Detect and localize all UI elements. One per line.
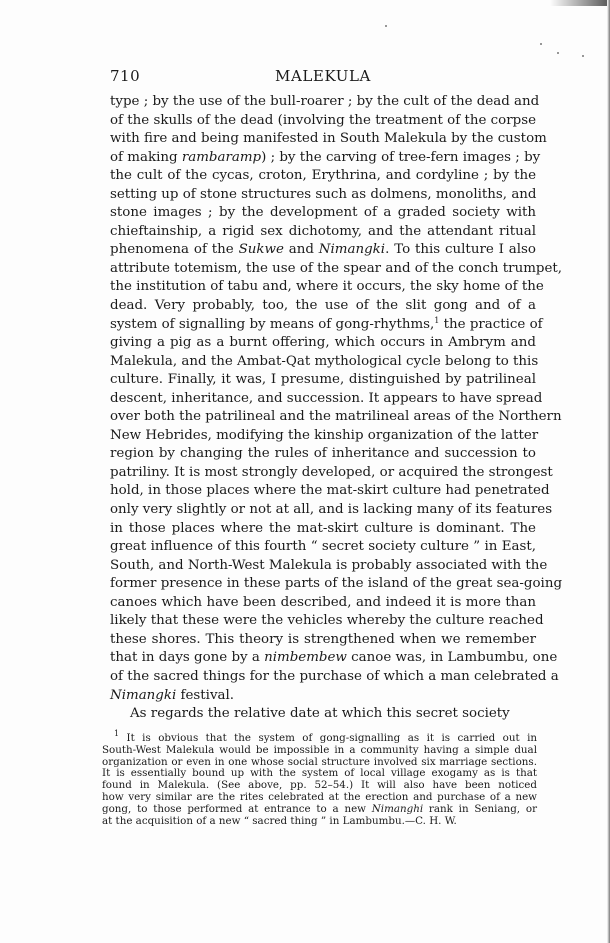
footnote-line: $^1$ It is obvious that the system of gong-signalling as it is carried out in xyxy=(114,729,537,744)
body-line: As regards the relative date at which this secret society xyxy=(130,706,510,722)
body-line: the institution of tabu and, where it occurs, the sky home of the xyxy=(110,279,544,295)
scan-corner-shadow xyxy=(550,0,610,6)
body-line: of the sacred things for the purchase of which a man celebrated a xyxy=(110,668,559,684)
body-line: over both the patrilineal and the matrilineal areas of the Northern xyxy=(110,409,562,425)
body-line: New Hebrides, modifying the kinship organization of the latter xyxy=(110,427,539,443)
footnote-line: found in Malekula. (See above, pp. 52–54.) It will also have been noticed xyxy=(102,779,537,792)
body-text xyxy=(110,93,563,724)
body-line: of making rambaramp) ; by the carving of tree-fern images ; by xyxy=(110,149,541,165)
footnote-block xyxy=(102,729,537,827)
scan-speck xyxy=(582,55,584,57)
italic-term: rambaramp xyxy=(181,149,262,165)
scan-speck xyxy=(385,25,387,27)
footnote-line: organization or even in one whose social structure involved six marriage sections. xyxy=(102,755,537,768)
body-line: likely that these were the vehicles whereby the culture reached xyxy=(110,613,544,629)
italic-term: Nimanghi xyxy=(371,802,424,815)
body-line: phenomena of the Sukwe and Nimangki. To this culture I also xyxy=(110,242,536,258)
footnote-marker[interactable]: 1 xyxy=(114,729,120,738)
body-line: of the skulls of the dead (involving the treatment of the corpse xyxy=(110,112,536,128)
body-line: in those places where the mat-skirt culture is dominant. The xyxy=(110,520,536,536)
footnote-line: It is essentially bound up with the system of local village exogamy as is that xyxy=(102,767,537,780)
body-line: attribute totemism, the use of the spear and of the conch trumpet, xyxy=(110,260,563,276)
body-line: culture. Finally, it was, I presume, distinguished by patrilineal xyxy=(110,372,536,388)
body-line: dead. Very probably, too, the use of the slit gong and of a xyxy=(110,298,536,314)
footnote-line: gong, to those performed at entrance to a new Nimanghi rank in Seniang, or xyxy=(102,802,537,815)
body-line: stone images ; by the development of a graded society with xyxy=(110,205,536,221)
footnote-line: South-West Malekula would be impossible in a community having a simple dual xyxy=(102,743,537,756)
body-line: the cult of the cycas, croton, Erythrina, and cordyline ; by the xyxy=(110,168,536,184)
body-line: region by changing the rules of inheritance and succession to xyxy=(110,446,536,462)
page-number: 710 xyxy=(110,67,141,85)
body-line: with fire and being manifested in South Malekula by the custom xyxy=(110,131,547,147)
body-line: setting up of stone structures such as dolmens, monoliths, and xyxy=(110,186,537,202)
italic-term: Nimangki xyxy=(110,687,177,703)
body-line: canoes which have been described, and indeed it is more than xyxy=(110,594,536,610)
body-line: Nimangki festival. xyxy=(110,687,235,703)
body-line: chieftainship, a rigid sex dichotomy, and the attendant ritual xyxy=(110,223,536,239)
body-line: South, and North-West Malekula is probably associated with the xyxy=(110,557,548,573)
body-line: Malekula, and the Ambat-Qat mythological cycle belong to this xyxy=(110,353,539,369)
body-line: that in days gone by a nimbembew canoe was, in Lambumbu, one xyxy=(110,650,558,666)
italic-term: Nimangki xyxy=(318,242,386,258)
body-line: great influence of this fourth “ secret society culture ” in East, xyxy=(110,539,536,555)
footnote-marker[interactable]: 1 xyxy=(434,315,440,325)
body-line: descent, inheritance, and succession. It appears to have spread xyxy=(110,390,543,406)
scan-speck xyxy=(557,52,559,54)
body-line: former presence in these parts of the island of the great sea-going xyxy=(110,576,563,592)
body-line: system of signalling by means of gong-rhythms,$^1$ the practice of xyxy=(110,315,543,332)
body-line: type ; by the use of the bull-roarer ; by the cult of the dead and xyxy=(110,94,540,109)
body-line: hold, in those places where the mat-skirt culture had penetrated xyxy=(110,483,550,499)
body-line: patriliny. It is most strongly developed, or acquired the strongest xyxy=(110,464,553,480)
body-line: only very slightly or not at all, and is lacking many of its features xyxy=(110,502,553,518)
footnote-line: at the acquisition of a new “ sacred thing ” in Lambumbu.—C. H. W. xyxy=(102,814,457,827)
body-line: these shores. This theory is strengthened when we remember xyxy=(110,631,536,647)
footnote-line: how very similar are the rites celebrated at the erection and purchase of a new xyxy=(102,790,537,803)
italic-term: nimbembew xyxy=(264,650,347,666)
body-line: giving a pig as a burnt offering, which occurs in Ambrym and xyxy=(110,335,536,351)
scan-speck xyxy=(540,43,542,45)
italic-term: Sukwe xyxy=(238,242,284,258)
page-header xyxy=(110,67,536,87)
running-title: MALEKULA xyxy=(274,67,371,85)
